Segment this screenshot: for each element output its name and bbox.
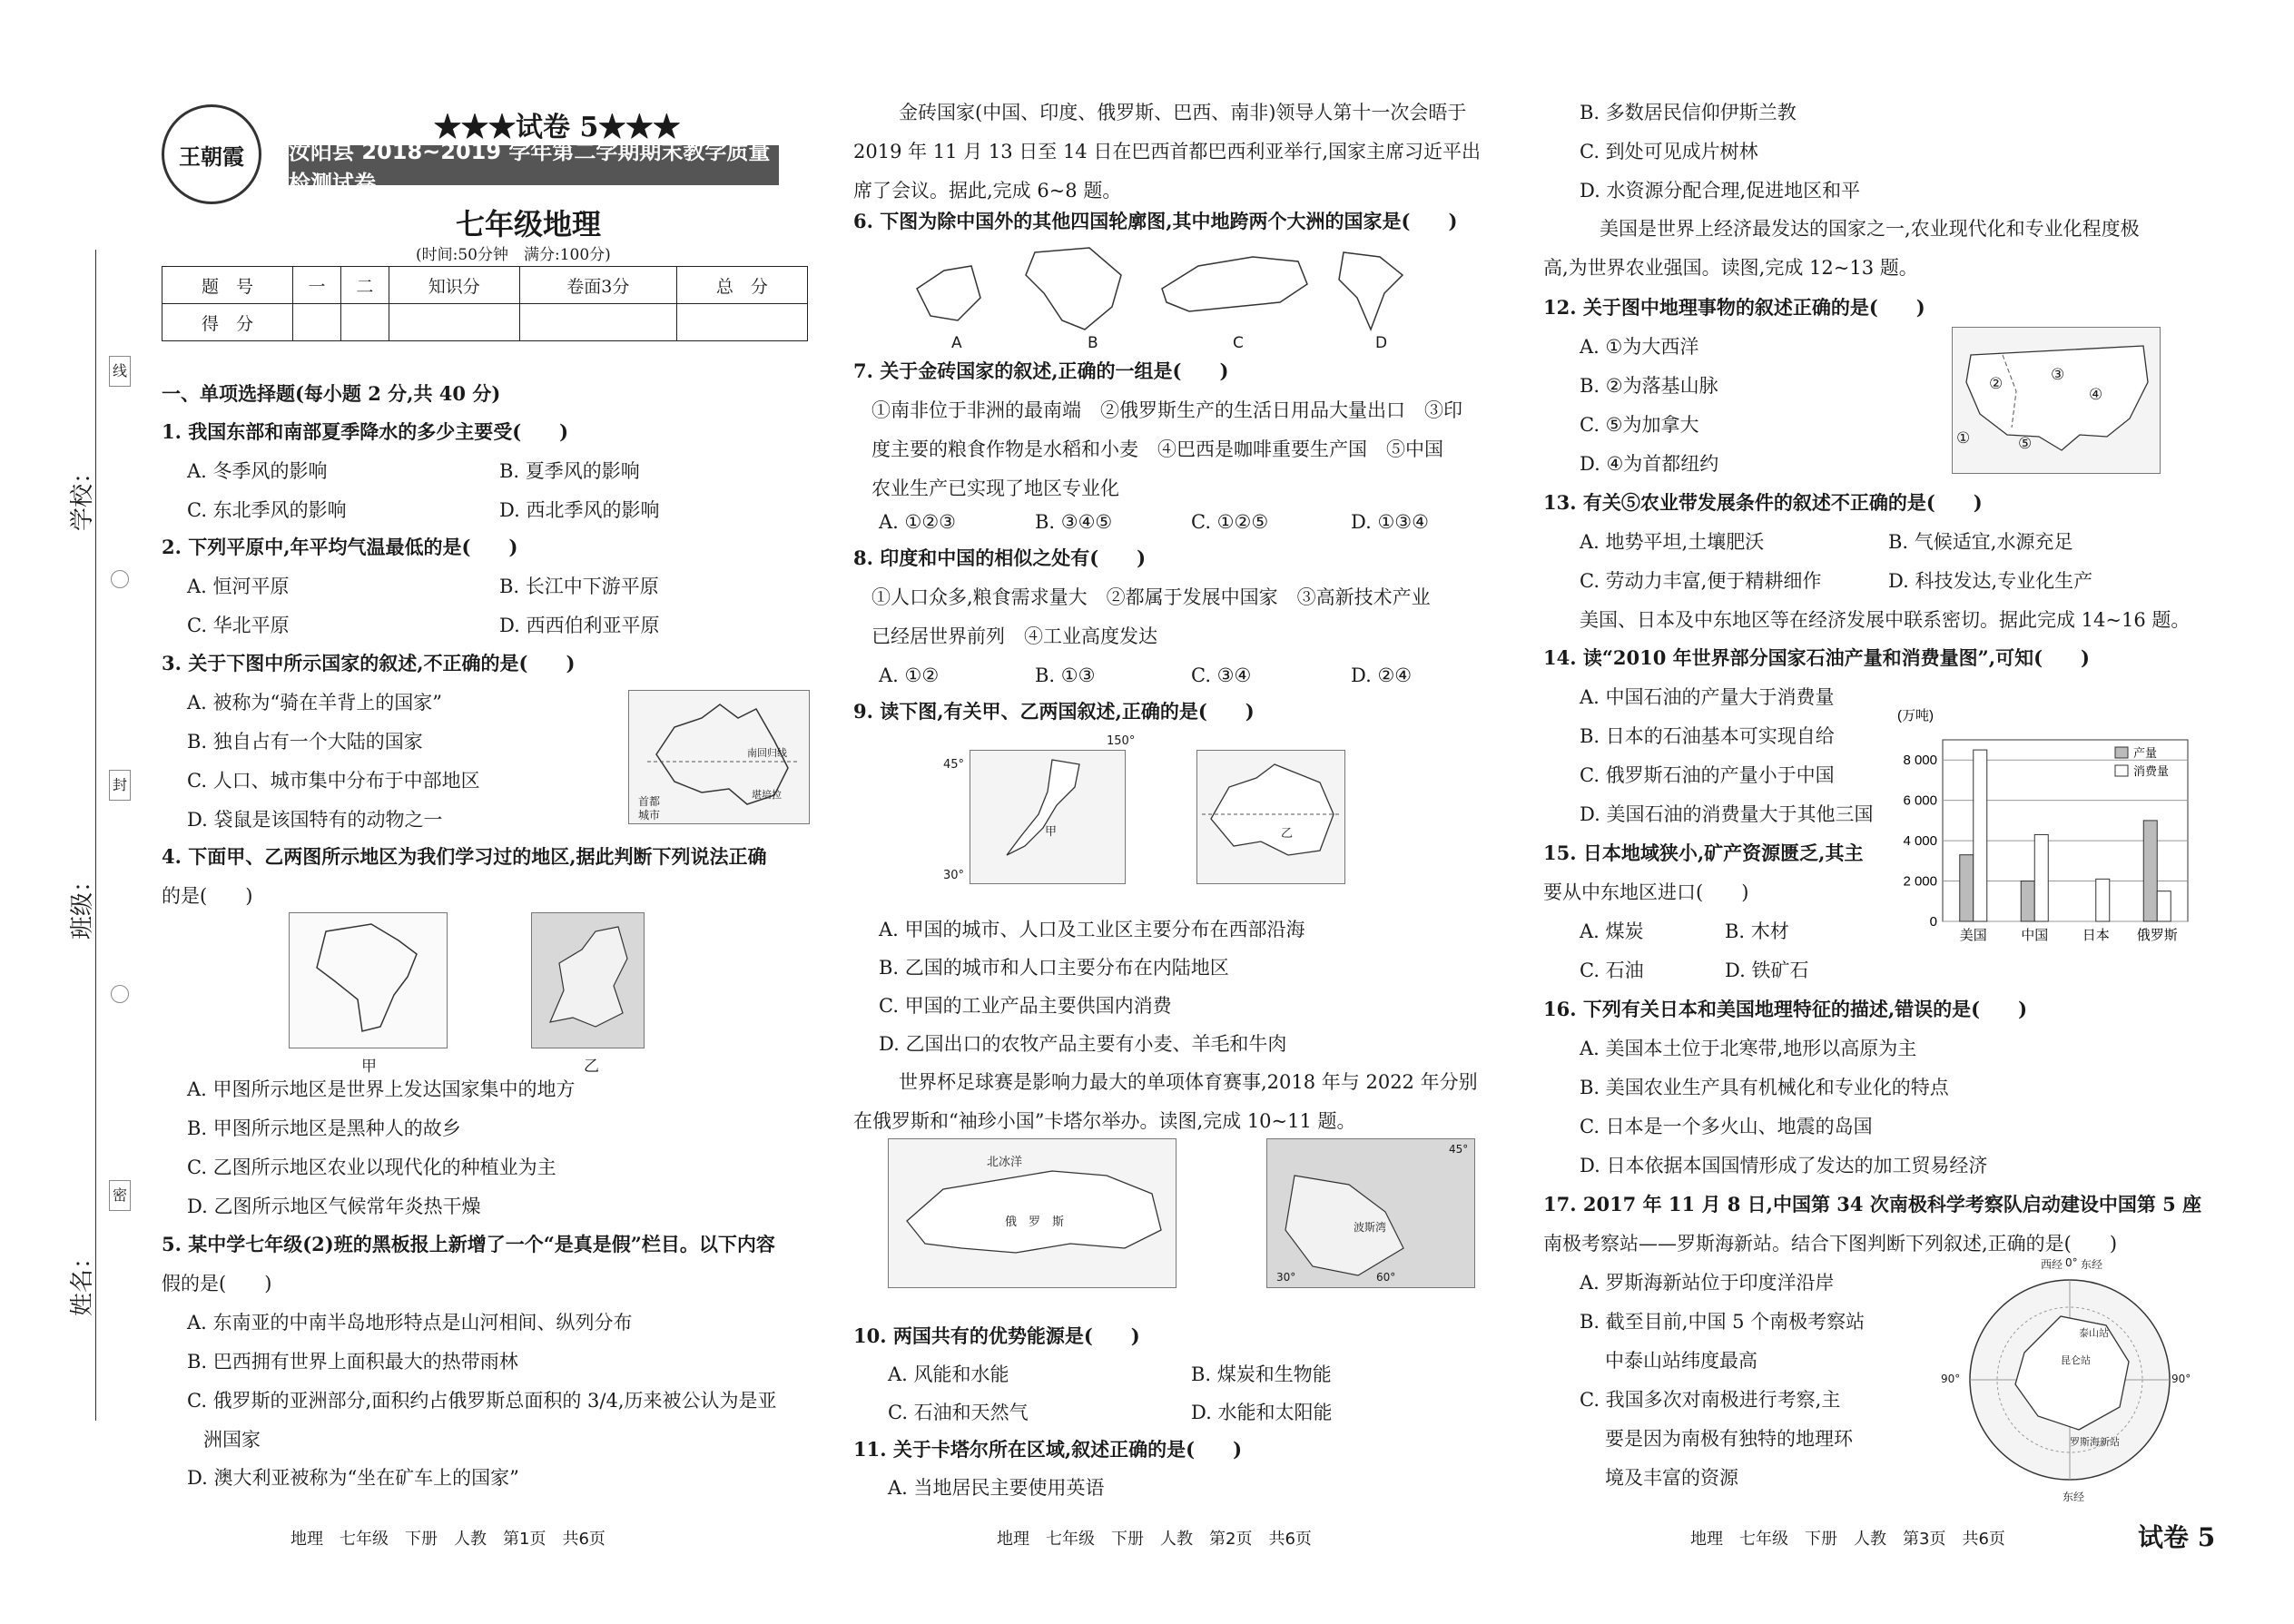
russia-label: 俄 罗 斯 <box>1005 1216 1065 1229</box>
x-tick-label: 俄罗斯 <box>2136 928 2178 943</box>
text-line: B. 美国农业生产具有机械化和专业化的特点 <box>1580 1077 1949 1098</box>
text-line: C. 甲国的工业产品主要供国内消费 <box>879 995 1172 1017</box>
text-line: B. ③④⑤ <box>1035 511 1113 533</box>
text-line: A. 东南亚的中南半岛地形特点是山河相间、纵列分布 <box>187 1312 633 1334</box>
usa-mark: ② <box>1989 375 2004 393</box>
canberra-label: 堪培拉 <box>752 789 782 801</box>
q4-map-europe <box>531 912 645 1048</box>
legend-capital: 首都 <box>638 795 661 808</box>
question-stem: 4. 下面甲、乙两图所示地区为我们学习过的地区,据此判断下列说法正确 <box>162 845 767 868</box>
bar-产量 <box>2021 881 2034 921</box>
text-line: C. 到处可见成片树林 <box>1580 141 1758 162</box>
seal-mark: 封 <box>109 770 131 801</box>
text-line: 美国是世界上经济最发达的国家之一,农业现代化和专业化程度极 <box>1600 218 2140 240</box>
bar-产量 <box>1960 855 1974 921</box>
text-line: D. 科技发达,专业化生产 <box>1888 570 2093 592</box>
text-line: B. ②为落基山脉 <box>1580 375 1718 397</box>
text-line: 世界杯足球赛是影响力最大的单项体育赛事,2018 年与 2022 年分别 <box>899 1071 1478 1093</box>
tropic-label: 南回归线 <box>747 747 787 759</box>
x-tick-label: 日本 <box>2082 928 2110 943</box>
text-line: A. 甲国的城市、人口及工业区主要分布在西部沿海 <box>879 919 1305 940</box>
q9-map-japan <box>943 734 1136 884</box>
gulf-outline <box>1267 1139 1474 1287</box>
score-head: 总 分 <box>676 267 807 304</box>
q3-australia-map <box>628 690 810 824</box>
text-line: A. 美国本土位于北寒带,地形以高原为主 <box>1580 1038 1917 1059</box>
bar-消费量 <box>2096 879 2110 921</box>
text-line: C. 乙图所示地区农业以现代化的种植业为主 <box>187 1156 556 1178</box>
y-tick-label: 8 000 <box>1903 753 1937 769</box>
europe-outline <box>532 913 644 1048</box>
score-head: 二 <box>340 267 389 304</box>
question-stem: 14. 读“2010 年世界部分国家石油产量和消费量图”,可知( ) <box>1543 646 2090 669</box>
polar-label: 90° <box>1941 1373 1961 1385</box>
text-line: A. 甲图所示地区是世界上发达国家集中的地方 <box>187 1078 576 1100</box>
text-line: A. 当地居民主要使用英语 <box>888 1477 1105 1499</box>
station-label: 罗斯海新站 <box>2070 1436 2120 1448</box>
question-stem: 2. 下列平原中,年平均气温最低的是( ) <box>162 536 518 558</box>
text-line: D. 西西伯利亚平原 <box>499 615 660 636</box>
text-line: 农业生产已实现了地区专业化 <box>871 477 1119 499</box>
question-stem: 11. 关于卡塔尔所在区域,叙述正确的是( ) <box>853 1438 1243 1461</box>
text-line: 一、单项选择题(每小题 2 分,共 40 分) <box>162 382 501 405</box>
q4-label-yi: 乙 <box>584 1058 599 1076</box>
score-head: 题 号 <box>162 267 293 304</box>
text-line: D. 美国石油的消费量大于其他三国 <box>1580 803 1874 825</box>
text-line: 高,为世界农业强国。读图,完成 12~13 题。 <box>1543 257 1918 279</box>
text-line: C. 石油和天然气 <box>888 1402 1029 1423</box>
question-stem: 9. 读下图,有关甲、乙两国叙述,正确的是( ) <box>853 700 1255 723</box>
text-line: 金砖国家(中国、印度、俄罗斯、巴西、南非)领导人第十一次会晤于 <box>899 102 1467 123</box>
text-line: D. 乙国出口的农牧产品主要有小麦、羊毛和牛肉 <box>879 1033 1287 1055</box>
binding-hole <box>111 570 129 588</box>
q9-map-australia <box>1196 750 1345 884</box>
page-footer: 地理 七年级 下册 人教 第1页 共6页 <box>290 1530 605 1549</box>
arctic-ocean-label: 北冰洋 <box>987 1156 1023 1169</box>
text-line: D. ②④ <box>1351 664 1413 686</box>
question-stem: 13. 有关⑤农业带发展条件的叙述不正确的是( ) <box>1543 491 1983 514</box>
country-outlines <box>908 243 1452 334</box>
text-line: B. 独自占有一个大陆的国家 <box>187 731 423 753</box>
text-line: 洲国家 <box>203 1429 261 1451</box>
text-line: C. 俄罗斯石油的产量小于中国 <box>1580 764 1835 786</box>
text-line: C. 华北平原 <box>187 615 290 636</box>
antarctica-polar-map <box>1961 1262 2179 1498</box>
q10-lon-60: 60° <box>1376 1271 1396 1284</box>
question-stem: 6. 下图为除中国外的其他四国轮廓图,其中地跨两个大洲的国家是( ) <box>853 210 1458 232</box>
usa-mark: ① <box>1956 429 1971 448</box>
text-line: A. 冬季风的影响 <box>187 460 328 482</box>
option-label: C <box>1233 334 1244 352</box>
text-line: 美国、日本及中东地区等在经济发展中联系密切。据此完成 14~16 题。 <box>1580 609 2191 631</box>
text-line: B. 长江中下游平原 <box>499 576 659 597</box>
polar-label: 东经 <box>2063 1491 2085 1503</box>
text-line: B. 木材 <box>1725 920 1789 942</box>
page-footer: 地理 七年级 下册 人教 第2页 共6页 <box>997 1530 1312 1549</box>
text-line: A. 罗斯海新站位于印度洋沿岸 <box>1580 1272 1835 1294</box>
text-line: B. 巴西拥有世界上面积最大的热带雨林 <box>187 1351 518 1373</box>
text-line: 假的是( ) <box>162 1273 272 1294</box>
x-tick-label: 中国 <box>2021 928 2049 943</box>
page-footer: 地理 七年级 下册 人教 第3页 共6页 <box>1690 1530 2005 1549</box>
class-label: 班级： <box>69 868 96 940</box>
question-stem: 12. 关于图中地理事物的叙述正确的是( ) <box>1543 296 1925 319</box>
q17-antarctica-map <box>1941 1256 2191 1503</box>
score-head: 知识分 <box>389 267 519 304</box>
text-line: D. 铁矿石 <box>1725 960 1809 981</box>
text-line: B. 甲图所示地区是黑种人的故乡 <box>187 1117 461 1139</box>
y-tick-label: 6 000 <box>1903 792 1937 809</box>
bar-消费量 <box>1974 750 1987 921</box>
q10-map-russia <box>888 1138 1177 1288</box>
question-stem: 10. 两国共有的优势能源是( ) <box>853 1324 1140 1347</box>
school-label: 学校： <box>69 459 96 531</box>
australia-outline-2 <box>1197 751 1344 883</box>
binding-hole <box>111 985 129 1003</box>
station-label: 昆仑站 <box>2061 1354 2091 1366</box>
usa-outline <box>1953 328 2160 473</box>
exam-title: 汝阳县 2018~2019 学年第二学期期末教学质量检测试卷 <box>289 139 771 196</box>
legend-label: 消费量 <box>2133 764 2170 778</box>
option-label: D <box>1375 334 1388 352</box>
text-line: C. 我国多次对南极进行考察,主 <box>1580 1389 1841 1411</box>
score-head: 卷面3分 <box>519 267 676 304</box>
japan-outline <box>970 751 1125 883</box>
text-line: ①人口众多,粮食需求量大 ②都属于发展中国家 ③高新技术产业 <box>871 586 1431 608</box>
q9-lon-150: 150° <box>1107 734 1136 748</box>
q4-map-africa <box>289 912 448 1048</box>
x-tick-label: 美国 <box>1959 928 1987 943</box>
bar-消费量 <box>2157 891 2171 921</box>
africa-outline <box>290 913 447 1048</box>
score-head: 得 分 <box>162 304 293 341</box>
question-stem: 16. 下列有关日本和美国地理特征的描述,错误的是( ) <box>1543 998 2028 1020</box>
legend-swatch <box>2115 747 2128 758</box>
q10-lat-45: 45° <box>1449 1143 1469 1156</box>
text-line: B. 日本的石油基本可实现自给 <box>1580 725 1835 747</box>
text-line: A. ①②③ <box>879 511 956 533</box>
text-line: A. 中国石油的产量大于消费量 <box>1580 686 1835 708</box>
question-stem: 15. 日本地域狭小,矿产资源匮乏,其主 <box>1543 842 1864 864</box>
question-stem: 7. 关于金砖国家的叙述,正确的一组是( ) <box>853 359 1229 382</box>
text-line: D. 澳大利亚被称为“坐在矿车上的国家” <box>187 1467 519 1489</box>
text-line: C. 人口、城市集中分布于中部地区 <box>187 770 480 792</box>
paper-number: ★★★试卷 5★★★ <box>434 112 681 143</box>
text-line: D. 水能和太阳能 <box>1191 1402 1333 1423</box>
text-line: A. ①② <box>879 664 940 686</box>
text-line: 的是( ) <box>162 885 253 907</box>
q9-lat-30: 30° <box>943 869 965 882</box>
polar-label: 东经 <box>2081 1258 2103 1271</box>
text-line: 境及丰富的资源 <box>1605 1467 1738 1489</box>
text-line: D. 西北季风的影响 <box>499 499 660 521</box>
text-line: B. 乙国的城市和人口主要分布在内陆地区 <box>879 957 1229 979</box>
text-line: B. 煤炭和生物能 <box>1191 1363 1332 1385</box>
q4-label-jia: 甲 <box>361 1058 377 1076</box>
text-line: B. 夏季风的影响 <box>499 460 640 482</box>
text-line: C. 日本是一个多火山、地震的岛国 <box>1580 1116 1873 1137</box>
usa-mark: ⑤ <box>2018 435 2033 453</box>
text-line: C. 东北季风的影响 <box>187 499 347 521</box>
station-label: 泰山站 <box>2079 1327 2109 1339</box>
text-line: D. 袋鼠是该国特有的动物之一 <box>187 809 443 831</box>
text-line: C. ①②⑤ <box>1191 511 1269 533</box>
text-line: 2019 年 11 月 13 日至 14 日在巴西首都巴西利亚举行,国家主席习近平出 <box>853 141 1482 162</box>
polar-label: 0° <box>2065 1256 2078 1269</box>
seal-mark: 密 <box>109 1180 131 1211</box>
y-tick-label: 2 000 <box>1903 873 1937 890</box>
y-tick-label: 0 <box>1929 914 1937 930</box>
usa-mark: ③ <box>2051 366 2065 384</box>
name-label: 姓名： <box>69 1245 96 1316</box>
legend-swatch <box>2115 765 2128 776</box>
text-line: 要是因为南极有独特的地理环 <box>1605 1428 1853 1450</box>
text-line: 在俄罗斯和“袖珍小国”卡塔尔举办。读图,完成 10~11 题。 <box>853 1110 1356 1132</box>
q9-label-jia: 甲 <box>1045 825 1058 839</box>
text-line: C. 俄罗斯的亚洲部分,面积约占俄罗斯总面积的 3/4,历来被公认为是亚 <box>187 1390 777 1412</box>
corner-tag: 试卷 5 <box>2138 1522 2216 1552</box>
oil-chart <box>1879 704 2206 953</box>
text-line: D. 乙图所示地区气候常年炎热干燥 <box>187 1196 481 1217</box>
y-axis-label: (万吨) <box>1897 708 1934 723</box>
text-line: B. ①③ <box>1035 664 1096 686</box>
text-line: C. ⑤为加拿大 <box>1580 414 1699 436</box>
text-line: D. 水资源分配合理,促进地区和平 <box>1580 180 1861 202</box>
polar-label: 西经 <box>2041 1258 2063 1271</box>
text-line: A. 煤炭 <box>1580 920 1644 942</box>
question-stem: 8. 印度和中国的相似之处有( ) <box>853 546 1147 569</box>
text-line: 已经居世界前列 ④工业高度发达 <box>871 625 1157 647</box>
question-stem: 1. 我国东部和南部夏季降水的多少主要受( ) <box>162 420 569 443</box>
score-head: 一 <box>293 267 341 304</box>
question-stem: 3. 关于下图中所示国家的叙述,不正确的是( ) <box>162 652 576 674</box>
question-stem: 17. 2017 年 11 月 8 日,中国第 34 次南极科学考察队启动建设中国第 5 座 <box>1543 1193 2202 1216</box>
text-line: C. ③④ <box>1191 664 1252 686</box>
q10-map-qatar <box>1266 1138 1475 1288</box>
q10-lat-30: 30° <box>1276 1271 1296 1284</box>
legend-city: 城市 <box>638 809 661 822</box>
text-line: C. 石油 <box>1580 960 1644 981</box>
text-line: A. 地势平坦,土壤肥沃 <box>1580 531 1765 553</box>
text-line: B. 多数居民信仰伊斯兰教 <box>1580 102 1797 123</box>
brand-name: 王朝霞 <box>179 143 244 170</box>
text-line: C. 劳动力丰富,便于精耕细作 <box>1580 570 1822 592</box>
q12-usa-map <box>1952 327 2161 474</box>
text-line: A. ①为大西洋 <box>1580 336 1699 358</box>
seal-mark: 线 <box>109 356 131 387</box>
option-label: B <box>1088 334 1098 352</box>
text-line: A. 被称为“骑在羊背上的国家” <box>187 692 442 714</box>
bar-产量 <box>2143 821 2157 921</box>
text-line: 度主要的粮食作物是水稻和小麦 ④巴西是咖啡重要生产国 ⑤中国 <box>871 438 1443 460</box>
text-line: 中泰山站纬度最高 <box>1605 1350 1757 1372</box>
q9-label-yi: 乙 <box>1281 827 1294 841</box>
text-line: 席了会议。据此,完成 6~8 题。 <box>853 180 1122 202</box>
text-line: A. 恒河平原 <box>187 576 290 597</box>
text-line: B. 气候适宜,水源充足 <box>1888 531 2073 553</box>
bar-消费量 <box>2034 834 2048 921</box>
text-line: A. 风能和水能 <box>888 1363 1009 1385</box>
text-line: D. ①③④ <box>1351 511 1429 533</box>
y-tick-label: 4 000 <box>1903 833 1937 850</box>
text-line: B. 截至目前,中国 5 个南极考察站 <box>1580 1311 1866 1333</box>
persian-gulf-label: 波斯湾 <box>1354 1221 1387 1234</box>
subject-title: 七年级地理 <box>456 207 602 241</box>
q9-lat-45: 45° <box>943 758 965 772</box>
text-line: D. 日本依据本国国情形成了发达的加工贸易经济 <box>1580 1155 1988 1176</box>
text-line: D. ④为首都纽约 <box>1580 453 1719 475</box>
legend-label: 产量 <box>2133 746 2158 760</box>
exam-meta: (时间:50分钟 满分:100分) <box>416 246 611 264</box>
text-line: 要从中东地区进口( ) <box>1543 881 1749 903</box>
text-line: 南极考察站——罗斯海新站。结合下图判断下列叙述,正确的是( ) <box>1543 1233 2118 1255</box>
usa-mark: ④ <box>2089 386 2103 404</box>
option-label: A <box>951 334 962 352</box>
question-stem: 5. 某中学七年级(2)班的黑板报上新增了一个“是真是假”栏目。以下内容 <box>162 1233 775 1255</box>
text-line: ①南非位于非洲的最南端 ②俄罗斯生产的生活日用品大量出口 ③印 <box>871 399 1462 421</box>
polar-label: 90° <box>2171 1373 2191 1385</box>
